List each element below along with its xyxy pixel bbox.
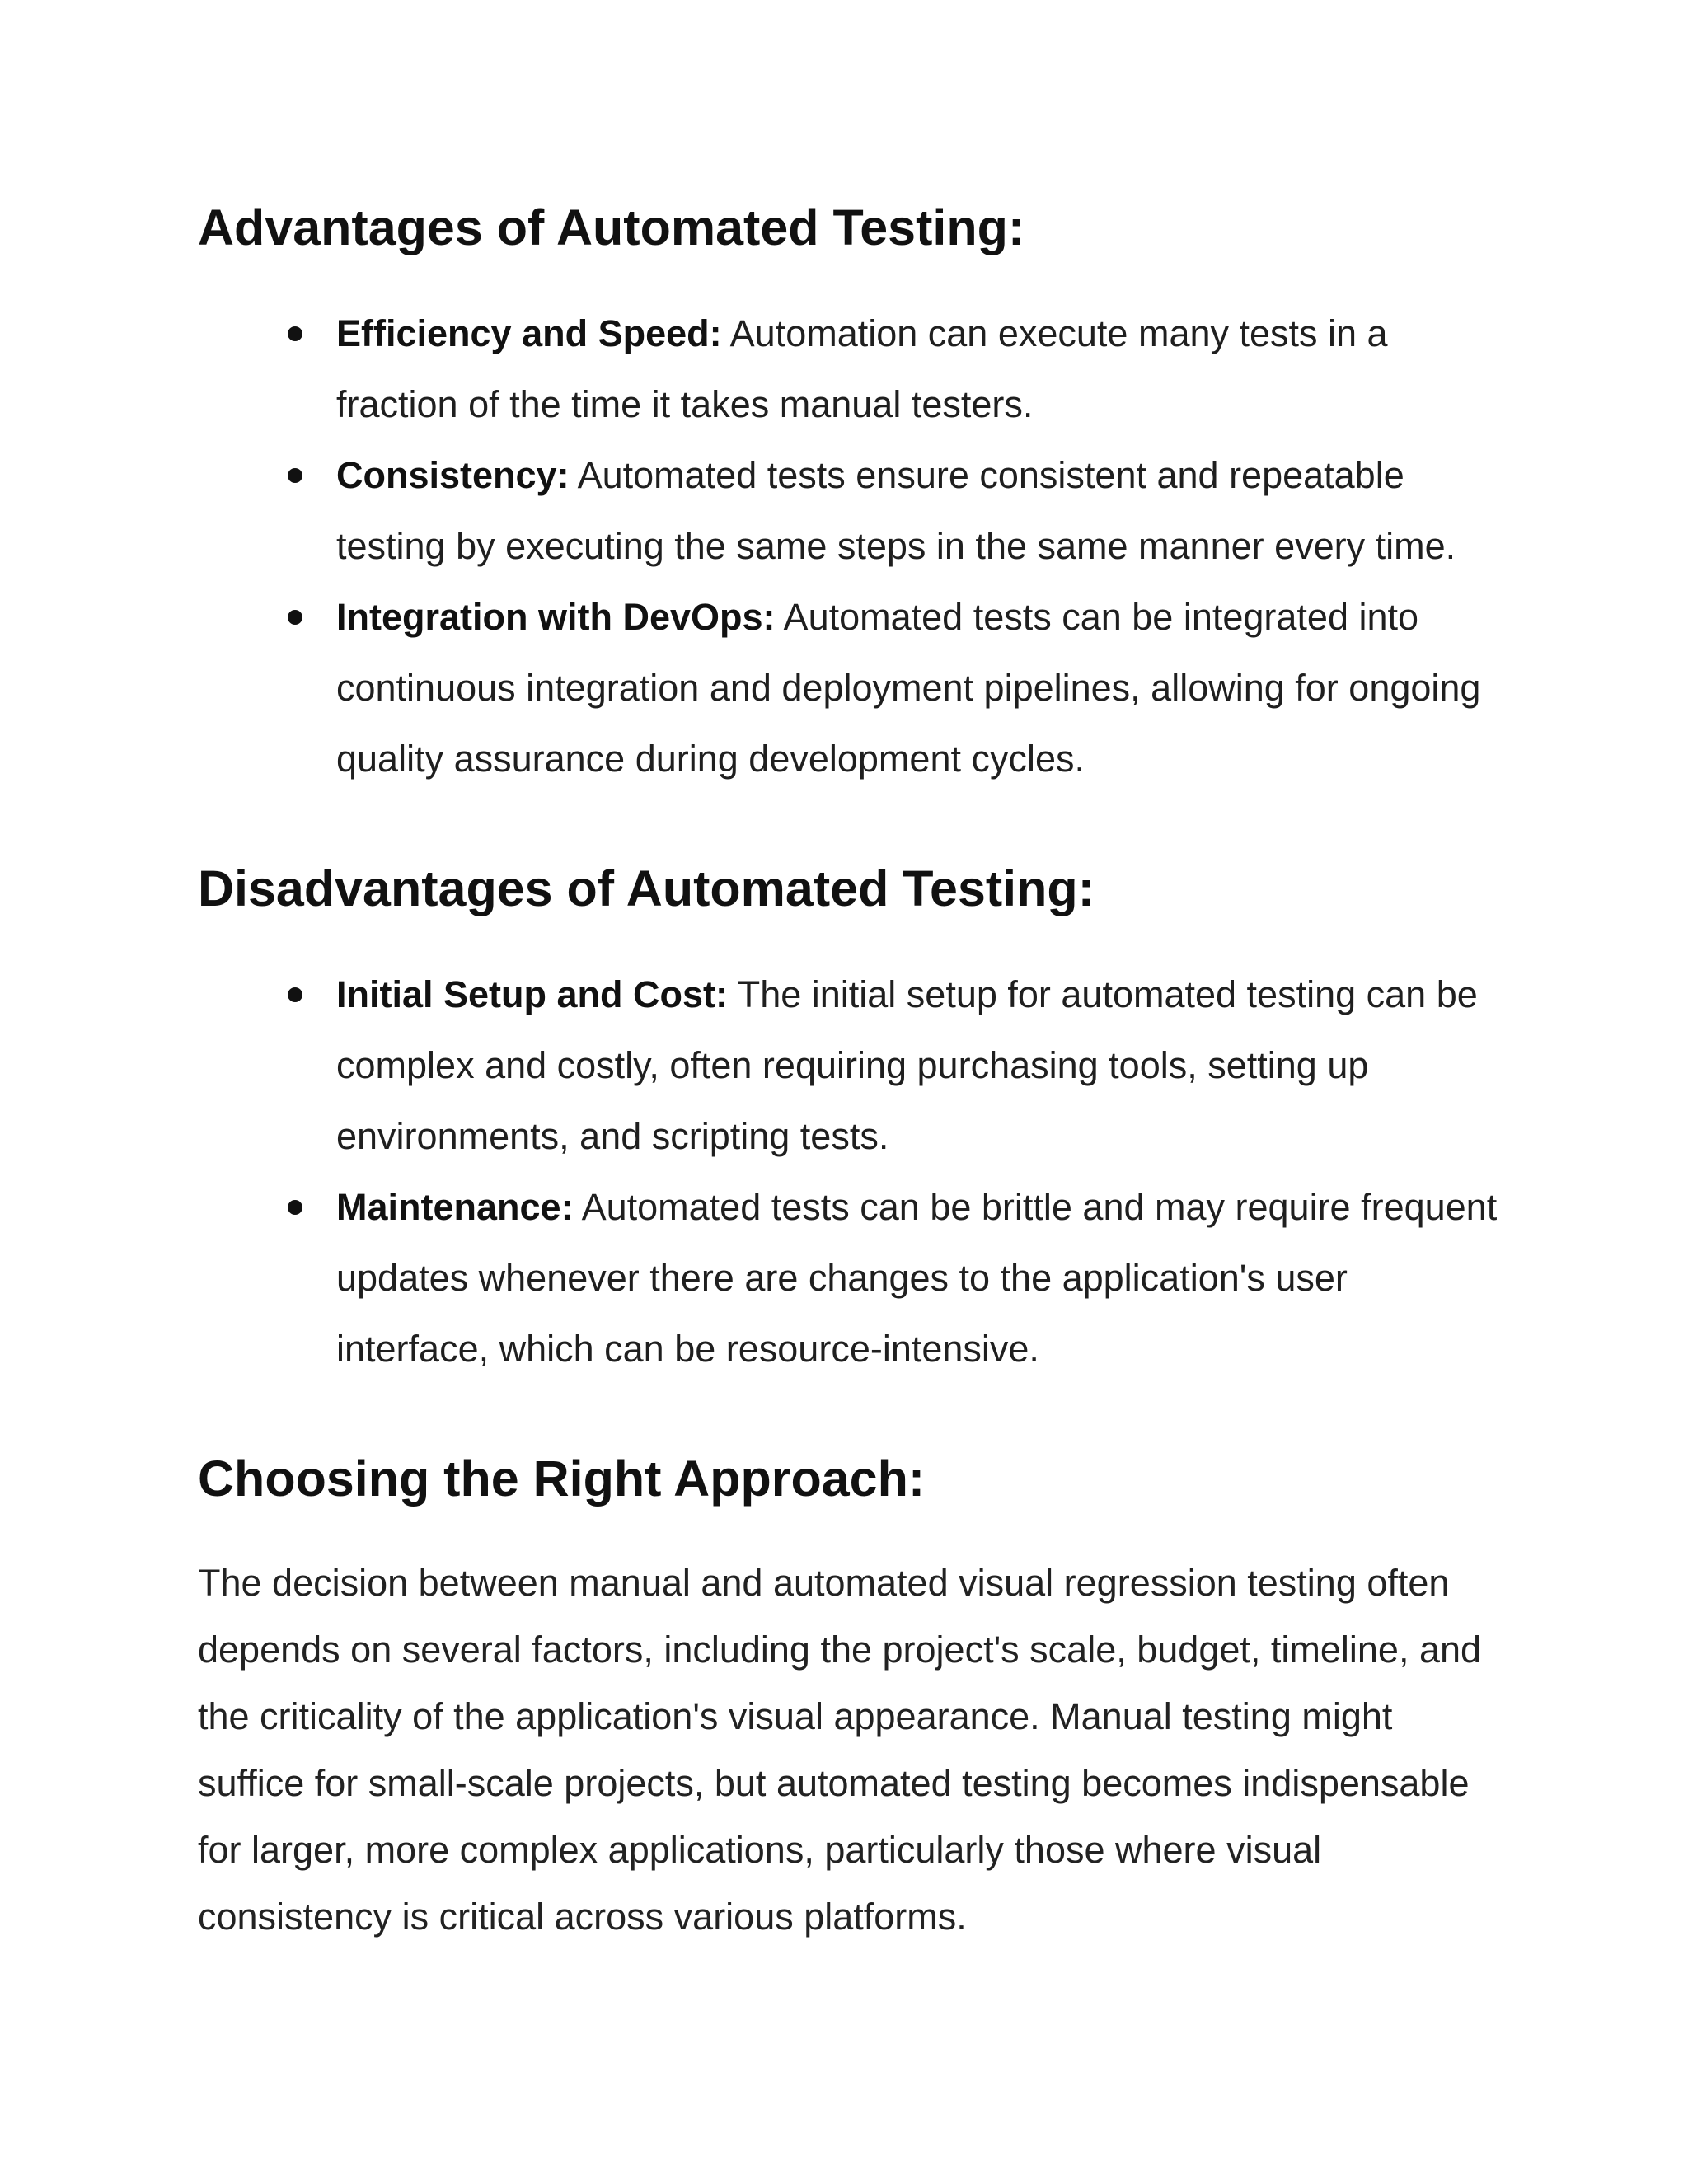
list-item — [198, 298, 1500, 440]
document-page — [198, 194, 1500, 1950]
item-text: Automated tests can be integrated into continuous integration and deployment pipelines, allowing for ongoing quality assurance during development cycles. — [336, 596, 1481, 780]
bullet-icon — [288, 468, 302, 483]
list-item — [198, 959, 1500, 1172]
bullet-icon — [288, 1200, 302, 1215]
bullet-icon — [288, 326, 302, 341]
list-item — [198, 440, 1500, 582]
item-term: Maintenance: — [336, 1186, 574, 1228]
item-text: Automation can execute many tests in a fraction of the time it takes manual testers. — [336, 312, 1388, 425]
item-term: Efficiency and Speed: — [336, 312, 722, 354]
bullet-icon — [288, 987, 302, 1002]
item-text: The initial setup for automated testing can be complex and costly, often requiring purchasing tools, setting up environments, and scripting tests. — [336, 973, 1478, 1157]
list-item — [198, 1172, 1500, 1385]
bullet-icon — [288, 610, 302, 625]
section-heading-advantages: Advantages of Automated Testing: — [198, 199, 1025, 255]
item-text: Automated tests ensure consistent and repeatable testing by executing the same steps in the same manner every time. — [336, 454, 1456, 567]
section-heading-choosing-approach: Choosing the Right Approach: — [198, 1451, 926, 1507]
item-term: Initial Setup and Cost: — [336, 973, 729, 1015]
item-term: Consistency: — [336, 454, 570, 496]
item-text: Automated tests can be brittle and may require frequent updates whenever there are changes to the application's user interface, which can be resource-intensive. — [336, 1186, 1498, 1370]
section-heading-disadvantages: Disadvantages of Automated Testing: — [198, 860, 1095, 916]
body-paragraph: The decision between manual and automated visual regression testing often depends on several factors, including the project's scale, budget, timeline, and the criticality of the application's visual appearance. Manual testing might suffice for small-scale projects, but automated testing becomes indispensable for larger, more complex applications, particularly those where visual consistency is critical across various platforms. — [198, 1562, 1482, 1938]
item-term: Integration with DevOps: — [336, 596, 776, 638]
disadvantages-list — [198, 959, 1500, 1385]
list-item — [198, 582, 1500, 794]
advantages-list — [198, 298, 1500, 794]
